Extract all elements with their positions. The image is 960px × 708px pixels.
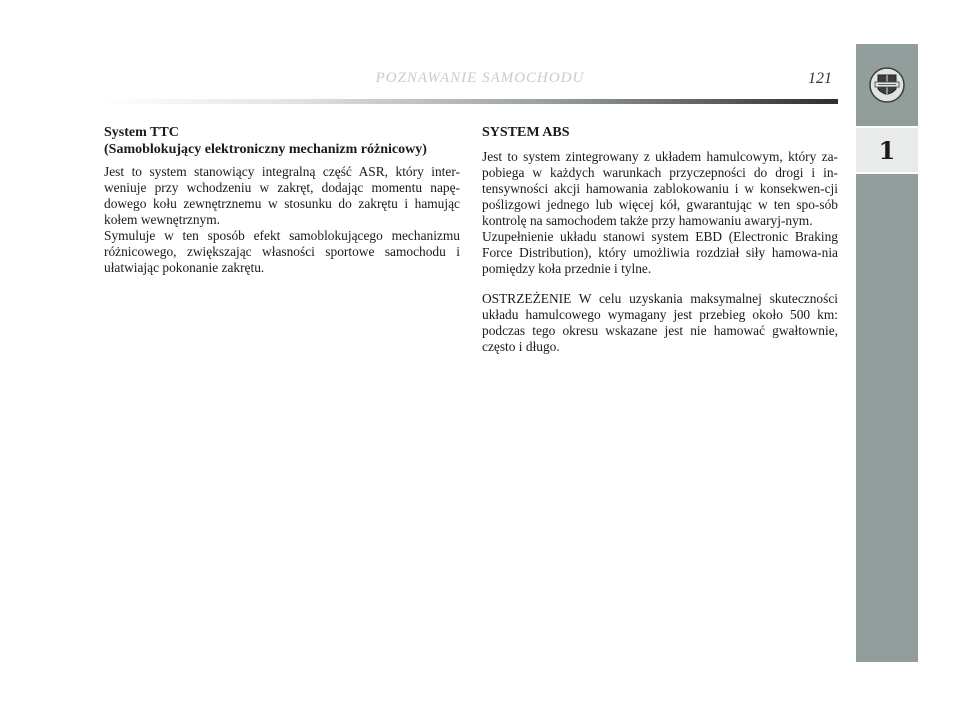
chapter-sidebar — [856, 44, 918, 662]
abs-paragraph-2: Uzupełnienie układu stanowi system EBD (Electronic Braking Force Distribution), który umożliwia rozdział siły hamowa-nia pomiędzy koła przednie i tylne. — [482, 229, 838, 276]
logo-area — [856, 44, 918, 126]
abs-heading: SYSTEM ABS — [482, 125, 570, 140]
ttc-heading-line2: (Samoblokujący elektroniczny mechanizm różnicowy) — [104, 142, 427, 157]
ttc-paragraph-1: Jest to system stanowiący integralną część ASR, który inter-weniuje przy wchodzeniu w zakręt, dodając momentu napę-dowego kołu zewnętrznemu w stosunku do zakrętu i hamując kołem wewnętrznym. — [104, 164, 460, 227]
running-header: POZNAWANIE SAMOCHODU — [375, 70, 585, 86]
ttc-heading-line1: System TTC — [104, 125, 179, 140]
header-rule — [100, 99, 838, 104]
chapter-tab — [856, 126, 918, 174]
lancia-shield-icon — [868, 63, 906, 107]
page-number: 121 — [808, 70, 832, 87]
left-column — [104, 124, 460, 276]
abs-warning: OSTRZEŻENIE W celu uzyskania maksymalnej skuteczności układu hamulcowego wymagany jest przebieg około 500 km: podczas tego okresu wskazane jest nie hamować gwałtownie, często i długo. — [482, 291, 838, 354]
ttc-paragraph-2: Symuluje w ten sposób efekt samoblokującego mechanizmu różnicowego, zwiększając własności sportowe samochodu i ułatwiając pokonanie zakrętu. — [104, 228, 460, 275]
chapter-number: 1 — [878, 135, 896, 165]
right-column — [482, 124, 838, 355]
abs-paragraph-1: Jest to system zintegrowany z układem hamulcowym, który za-pobiega w każdych warunkach przyczepności do drogi i in-tensywności akcji hamowania zablokowaniu i w konsekwen-cji poślizgowi jednego lub więcej kół, gwarantując w ten spo-sób kontrolę na samochodem także przy hamowaniu awaryj-nym. — [482, 149, 838, 228]
ttc-heading — [104, 124, 460, 158]
